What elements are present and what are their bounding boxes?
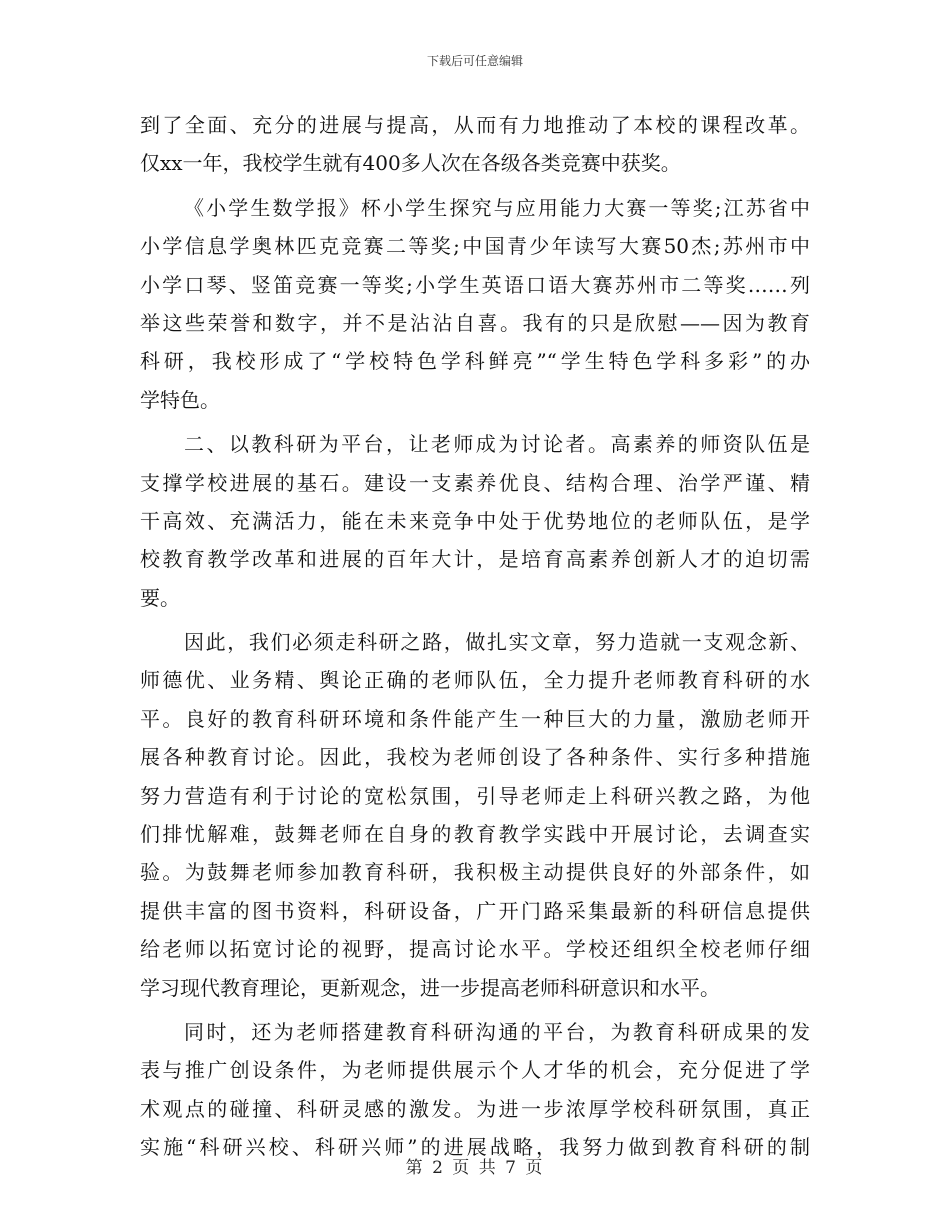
text-line: 因此，我们必须走科研之路，做扎实文章，努力造就一支观念新、 bbox=[184, 630, 810, 655]
text-line: 展各种教育讨论。因此，我校为老师创设了各种条件、实行多种措施 bbox=[140, 745, 810, 770]
text-line: 给老师以拓宽讨论的视野，提高讨论水平。学校还组织全校老师仔细 bbox=[140, 937, 810, 962]
paragraph bbox=[140, 189, 810, 419]
page-header-note: 下载后可任意编辑 bbox=[426, 54, 523, 68]
document-body bbox=[140, 106, 810, 1167]
text-line: 校教育教学改革和进展的百年大计，是培育高素养创新人才的迫切需 bbox=[140, 547, 810, 572]
paragraph bbox=[140, 106, 810, 183]
text-line: 师德优、业务精、舆论正确的老师队伍，全力提升老师教育科研的水 bbox=[140, 668, 810, 693]
text-line: 小学信息学奥林匹克竞赛二等奖;中国青少年读写大赛50杰;苏州市中 bbox=[140, 234, 810, 259]
text-line: 支撑学校进展的基石。建设一支素养优良、结构合理、治学严谨、精 bbox=[140, 470, 810, 495]
text-line: 们排忧解难，鼓舞老师在自身的教育教学实践中开展讨论，去调查实 bbox=[140, 822, 810, 847]
text-line: 干高效、充满活力，能在未来竞争中处于优势地位的老师队伍，是学 bbox=[140, 508, 810, 533]
text-line: 提供丰富的图书资料，科研设备，广开门路采集最新的科研信息提供 bbox=[140, 898, 810, 923]
text-line: 小学口琴、竖笛竞赛一等奖;小学生英语口语大赛苏州市二等奖……列 bbox=[140, 272, 810, 297]
text-line: 学特色。 bbox=[140, 387, 220, 412]
text-line: 二、以教科研为平台，让老师成为讨论者。高素养的师资队伍是 bbox=[184, 432, 810, 457]
text-line: 到了全面、充分的进展与提高，从而有力地推动了本校的课程改革。 bbox=[140, 113, 810, 137]
text-line: 《小学生数学报》杯小学生探究与应用能力大赛一等奖;江苏省中 bbox=[184, 195, 810, 220]
text-line: 举这些荣誉和数字，并不是沾沾自喜。我有的只是欣慰——因为教育 bbox=[140, 310, 810, 335]
paragraph bbox=[140, 1013, 810, 1167]
text-line: 实施“科研兴校、科研兴师”的进展战略，我努力做到教育科研的制 bbox=[140, 1135, 810, 1160]
text-line: 努力营造有利于讨论的宽松氛围，引导老师走上科研兴教之路，为他 bbox=[140, 783, 810, 808]
text-line: 科研，我校形成了“学校特色学科鲜亮”“学生特色学科多彩”的办 bbox=[140, 349, 810, 374]
paragraph bbox=[140, 425, 810, 617]
paragraph bbox=[140, 623, 810, 1007]
text-line: 验。为鼓舞老师参加教育科研，我积极主动提供良好的外部条件，如 bbox=[140, 860, 810, 885]
text-line: 术观点的碰撞、科研灵感的激发。为进一步浓厚学校科研氛围，真正 bbox=[140, 1096, 810, 1121]
text-line: 学习现代教育理论，更新观念，进一步提高老师科研意识和水平。 bbox=[140, 975, 720, 1000]
text-line: 要。 bbox=[140, 585, 180, 610]
text-line: 同时，还为老师搭建教育科研沟通的平台，为教育科研成果的发 bbox=[184, 1019, 810, 1044]
text-line: 仅xx一年，我校学生就有400多人次在各级各类竞赛中获奖。 bbox=[140, 151, 681, 176]
page-number: 第 2 页 共 7 页 bbox=[405, 1158, 545, 1178]
text-line: 平。良好的教育科研环境和条件能产生一种巨大的力量，激励老师开 bbox=[140, 706, 810, 731]
text-line: 表与推广创设条件，为老师提供展示个人才华的机会，充分促进了学 bbox=[140, 1058, 810, 1083]
